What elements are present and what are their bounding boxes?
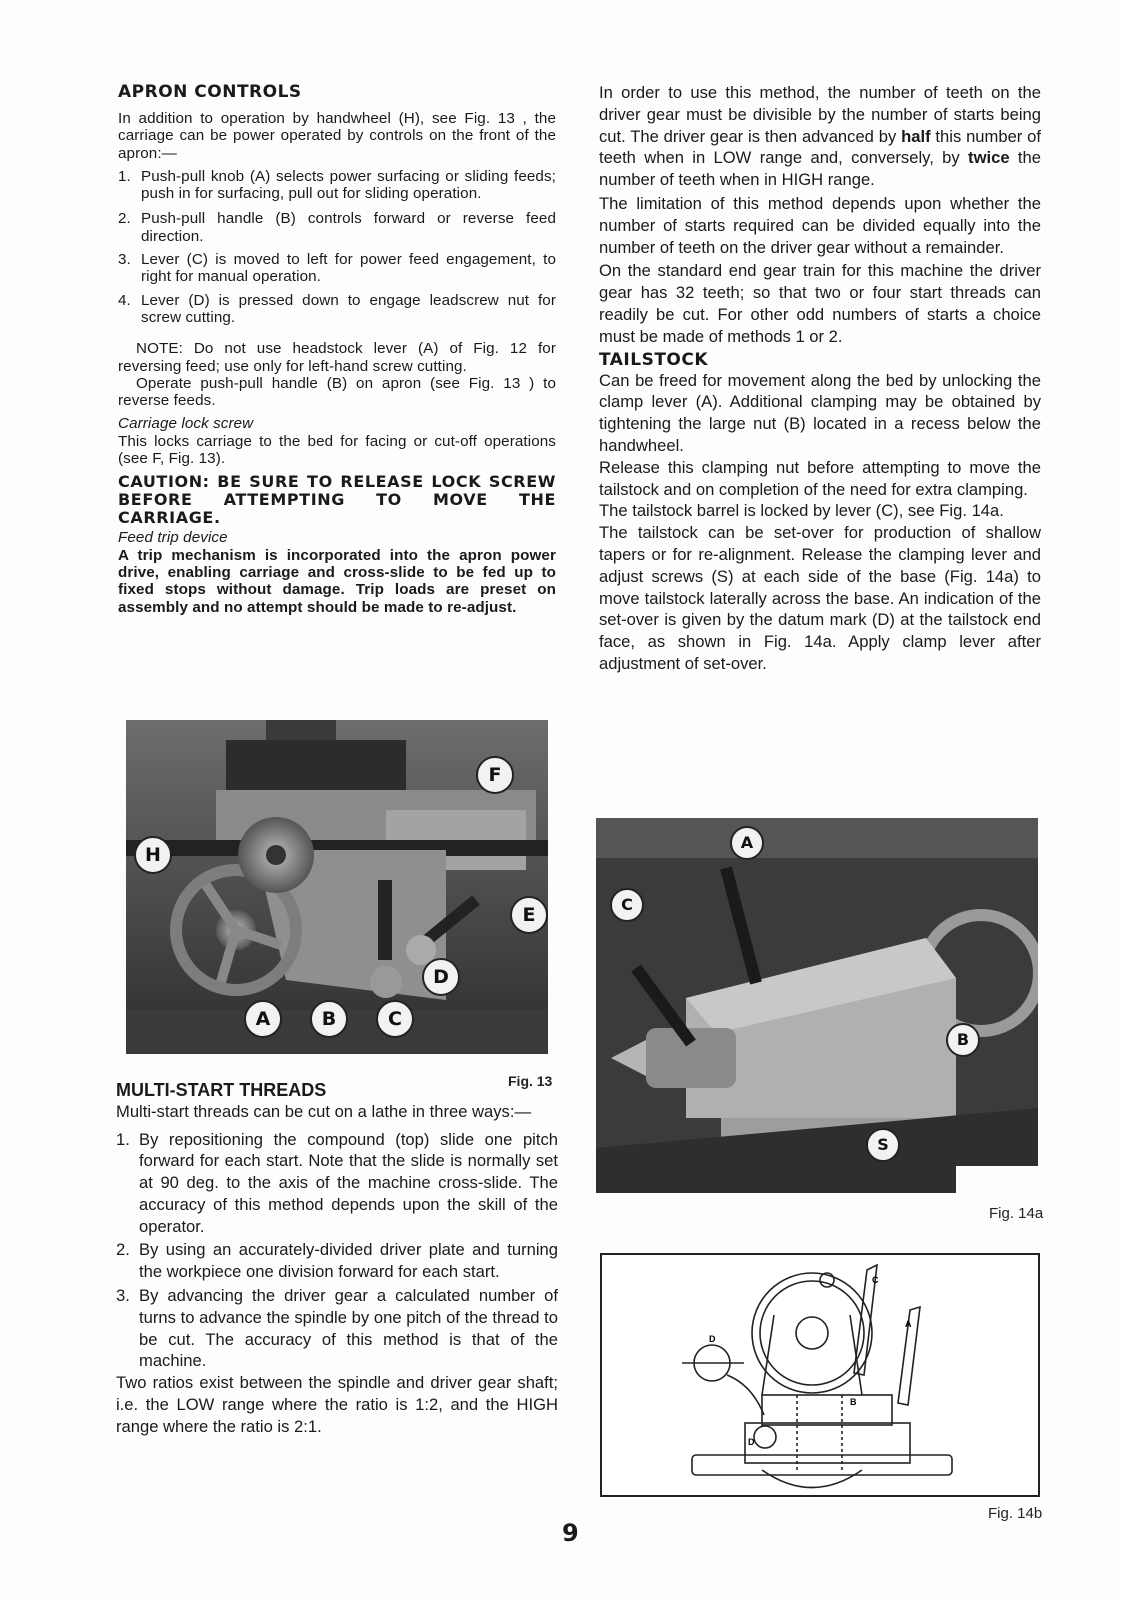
caution-text: CAUTION: BE SURE TO RELEASE LOCK SCREW BEFORE ATTEMPTING TO MOVE THE CARRIAGE. [118,472,556,528]
drawing-label-d-2: D [748,1437,755,1447]
list-item: 4. Lever (D) is pressed down to engage leadscrew nut for screw cutting. [118,291,556,326]
method-paragraph-2: The limitation of this method depends upon whether the number of starts required can be divided equally into the number of teeth on the driver gear without a remainder. [599,193,1041,257]
multistart-methods-list [116,1129,558,1373]
callout-a: A [730,826,764,860]
callout-h: H [134,836,172,874]
list-item: 2. Push-pull handle (B) controls forward or reverse feed direction. [118,210,556,245]
callout-e: E [510,896,548,934]
list-item: 1. By repositioning the compound (top) slide one pitch forward for each start. Note that the slide is normally set at 90 deg. to the axis of the machine cross-slide. The accuracy of this method depends upon the skill of the operator. [116,1129,558,1236]
callout-b: B [946,1023,980,1057]
page-number: 9 [562,1519,579,1547]
note-text-2: Operate push-pull handle (B) on apron (see Fig. 13 ) to reverse feeds. [118,374,556,410]
multistart-intro: Multi-start threads can be cut on a lathe in three ways:— [116,1102,532,1121]
tailstock-paragraph-3: The tailstock barrel is locked by lever (C), see Fig. 14a. [599,501,1004,521]
callout-c: C [610,888,644,922]
list-item: 3. By advancing the driver gear a calculated number of turns to advance the spindle by one pitch of the thread to be cut. The accuracy of this method is that of the machine. [116,1286,558,1371]
method-paragraph-3: On the standard end gear train for this machine the driver gear has 32 teeth; so that two or four start threads can readily be cut. For other odd numbers of starts a choice must be made of methods 1 or 2. [599,261,1041,346]
callout-a: A [244,1000,282,1038]
caption-box [956,1166,1038,1193]
callout-c: C [376,1000,414,1038]
callout-s: S [866,1128,900,1162]
tailstock-paragraph-2: Release this clamping nut before attempting to move the tailstock and on completion of the need for extra clamping. [599,457,1041,499]
feed-trip-heading: Feed trip device [118,529,228,547]
drawing-label-d: D [709,1334,716,1344]
tailstock-end-view-drawing [602,1255,1038,1495]
carriage-lock-text: This locks carriage to the bed for facing or cut-off operations (see F, Fig. 13). [118,432,556,468]
right-column [599,82,1041,675]
feed-trip-text: A trip mechanism is incorporated into the apron power drive, enabling carriage and cross-slide to be fed up to fixed stops without damage. Trip loads are preset on assembly and no attempt should be made to re-adjust. [118,546,556,616]
drawing-label-a: A [905,1319,912,1329]
list-item: 3. Lever (C) is moved to left for power feed engagement, to right for manual operation. [118,251,556,286]
tailstock-paragraph-1: Can be freed for movement along the bed by unlocking the clamp lever (A). Additional clamping may be obtained by tightening the large nut (B) located in a recess below the handwheel. [599,370,1041,455]
list-item: 1. Push-pull knob (A) selects power surfacing or sliding feeds; push in for surfacing, pull out for sliding operation. [118,167,556,203]
left-column [118,82,556,616]
apron-intro: In addition to operation by handwheel (H), see Fig. 13 , the carriage can be power operated by controls on the front of the apron:— [118,110,556,162]
tailstock-heading: TAILSTOCK [599,349,709,370]
multistart-heading: MULTI-START THREADS [116,1080,327,1100]
fig-13-apron-photo [126,720,548,1054]
apron-controls-list [118,168,556,326]
fig-14b-caption: Fig. 14b [988,1505,1043,1522]
ratios-text: Two ratios exist between the spindle and driver gear shaft; i.e. the LOW range where the ratio is 1:2, and the HIGH range where the ratio is 2:1. [116,1373,558,1436]
emphasis-twice: twice [968,148,1010,168]
callout-f: F [476,756,514,794]
fig-14a-caption: Fig. 14a [989,1205,1044,1222]
emphasis-half: half [901,126,931,146]
tailstock-paragraph-4: The tailstock can be set-over for production of shallow tapers or for re-alignment. Release the clamping lever and adjust screws (S) at each side of the base (Fig. 14a) to move tailstock laterally across the base. An indication of the set-over is given by the datum mark (D) at the tailstock end face, as shown in Fig. 14a. Apply clamp lever after adjustment of set-over. [599,523,1041,673]
list-item: 2. By using an accurately-divided driver plate and turning the workpiece one division forward for each start. [116,1240,558,1282]
multistart-section [116,1080,558,1438]
fig-13-caption: Fig. 13 [508,1073,553,1089]
method-paragraph-1: In order to use this method, the number of teeth on the driver gear must be divisible by the number of starts being cut. The driver gear is then advanced by half this number of teeth when in LOW range and, conversely, by twice the number of teeth when in HIGH range. [599,83,1041,190]
callout-b: B [310,1000,348,1038]
apron-controls-heading: APRON CONTROLS [118,82,302,102]
note-text: NOTE: Do not use headstock lever (A) of Fig. 12 for reversing feed; use only for left-hand screw cutting. [118,340,556,375]
carriage-lock-heading: Carriage lock screw [118,415,254,433]
fig-14a-tailstock-photo [596,818,1038,1193]
drawing-label-c: C [872,1275,879,1285]
drawing-label-b: B [850,1397,857,1407]
tailstock-illustration [596,818,1038,1193]
fig-14b-drawing [600,1253,1040,1497]
callout-d: D [422,958,460,996]
